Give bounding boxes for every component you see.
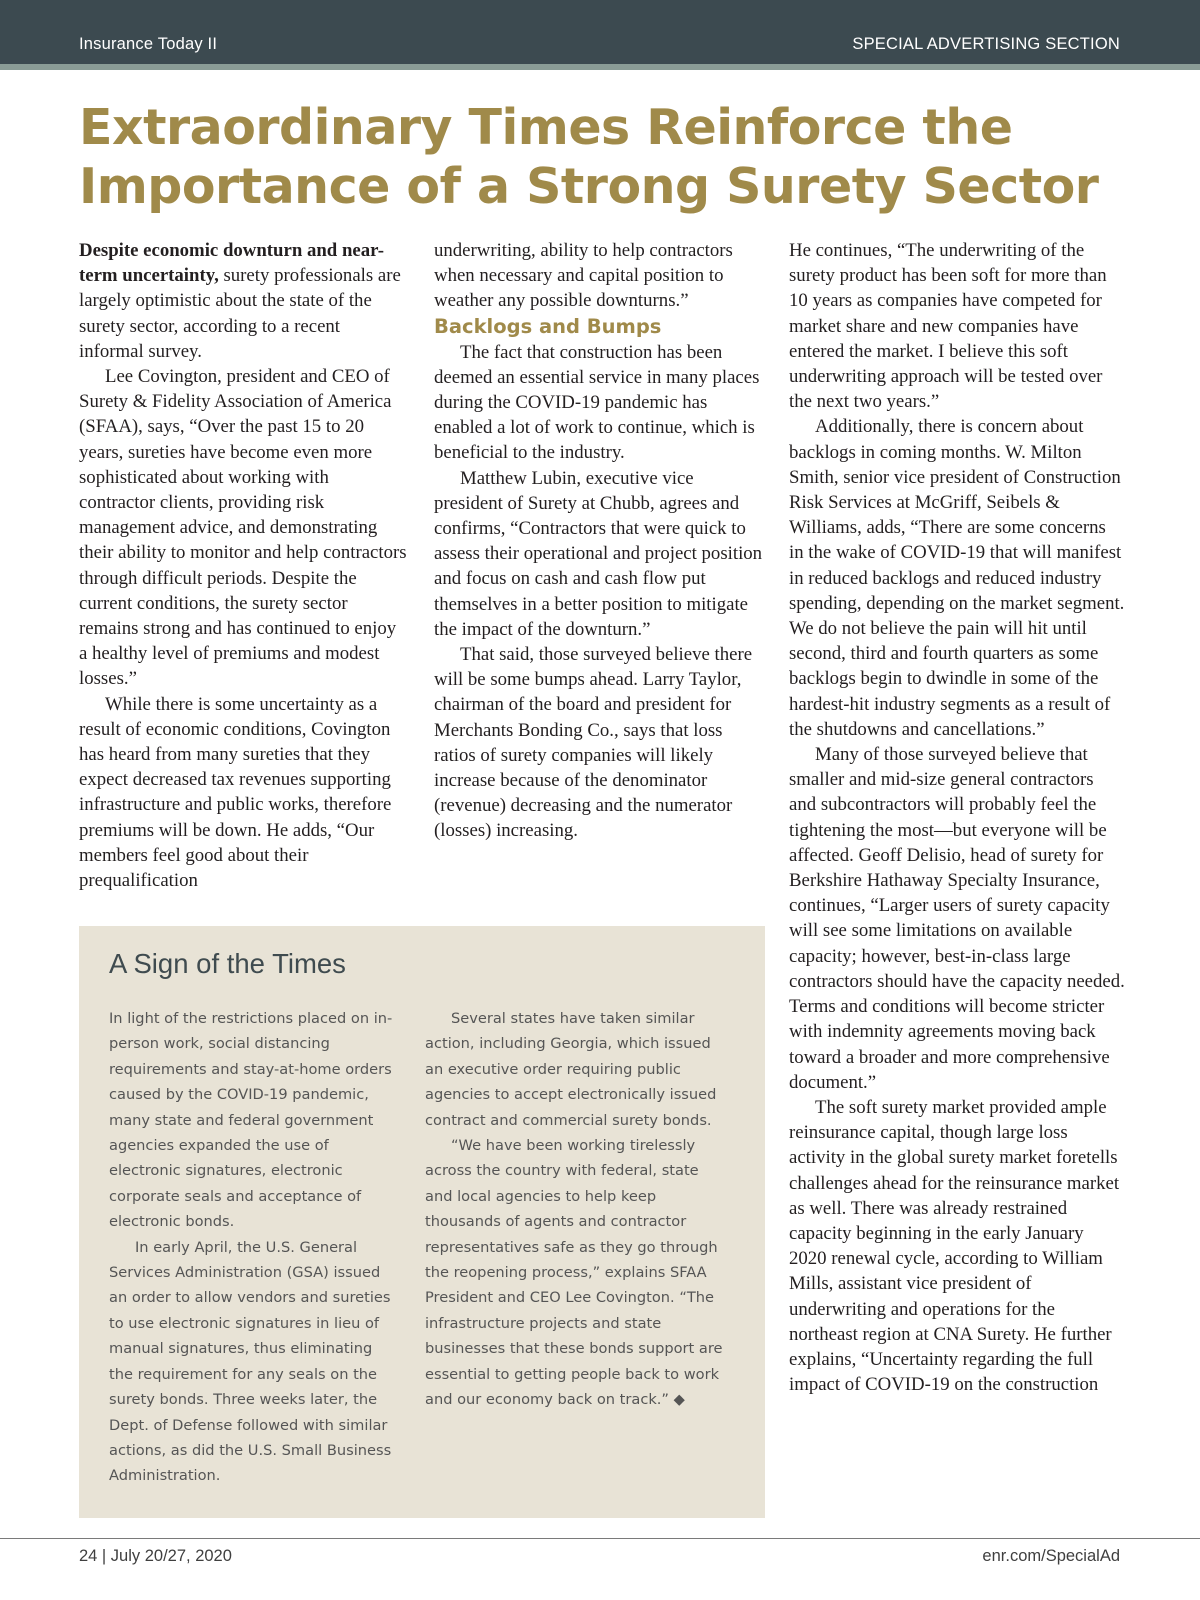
- footer-url: enr.com/SpecialAd: [982, 1547, 1120, 1565]
- paragraph: He continues, “The underwriting of the surety product has been soft for more than 10 years as companies have competed for market share and new companies have entered the market. I believe this soft underwriting approach will be tested over the next two years.”: [789, 240, 1107, 413]
- sidebar-column-2: [425, 1006, 727, 1413]
- article-column-3: [789, 238, 1125, 1397]
- paragraph: underwriting, ability to help contractors when necessary and capital position to weather any possible downturns.”: [434, 240, 733, 312]
- sidebar-column-1: [109, 1006, 399, 1489]
- page-number-date: 24 | July 20/27, 2020: [79, 1547, 232, 1565]
- sidebar-paragraph: In light of the restrictions placed on in-person work, social distancing requirements and stay-at-home orders caused by the COVID-19 pandemic, many state and federal government agencies expanded the use of electronic signatures, electronic corporate seals and acceptance of electronic bonds.: [109, 1010, 393, 1231]
- paragraph: Additionally, there is concern about backlogs in coming months. W. Milton Smith, senior vice president of Construction Risk Services at McGriff, Seibels & Williams, adds, “There are some concerns in the wake of COVID-19 that will manifest in reduced backlogs and reduced industry spending, depending on the market segment. We do not believe the pain will hit until second, third and fourth quarters as some backlogs begin to dwindle in some of the hardest-hit industry segments as a result of the shutdowns and cancellations.”: [789, 416, 1125, 740]
- article-column-2: [434, 238, 766, 844]
- paragraph: The soft surety market provided ample reinsurance capital, though large loss activity in the global surety market foretells challenges ahead for the reinsurance market as well. There was already restrained capacity beginning in the early January 2020 renewal cycle, according to William Mills, assistant vice president of underwriting and operations for the northeast region at CNA Surety. He further explains, “Uncertainty regarding the full impact of COVID-19 on the construction: [789, 1096, 1120, 1396]
- sidebar-paragraph: “We have been working tirelessly across the country with federal, state and local agencies to help keep thousands of agents and contractor representatives safe as they go through the reopening process,” explains SFAA President and CEO Lee Covington. “The infrastructure projects and state businesses that these bonds support are essential to getting people back to work and our economy back on track.” ◆: [425, 1137, 723, 1409]
- header-bar: [0, 0, 1200, 64]
- sidebar-title: A Sign of the Times: [109, 948, 346, 979]
- paragraph: While there is some uncertainty as a result of economic conditions, Covington has heard from many sureties that they expect decreased tax revenues supporting infrastructure and public works, therefore premiums will be down. He adds, “Our members feel good about their prequalification: [79, 693, 392, 892]
- footer-rule: [0, 1538, 1200, 1539]
- header-rule: [0, 64, 1200, 70]
- paragraph: Matthew Lubin, executive vice president of Surety at Chubb, agrees and confirms, “Contractors that were quick to assess their operational and project position and focus on cash and cash flow put themselves in a better position to mitigate the impact of the downturn.”: [434, 467, 763, 640]
- section-label: SPECIAL ADVERTISING SECTION: [852, 35, 1120, 53]
- section-subhead: Backlogs and Bumps: [434, 314, 662, 338]
- lead-text: surety professionals are largely optimistic about the state of the surety sector, according to a recent informal survey.: [79, 265, 401, 362]
- lead-paragraph: [79, 238, 409, 364]
- paragraph: The fact that construction has been deemed an essential service in many places during the COVID-19 pandemic has enabled a lot of work to continue, which is beneficial to the industry.: [434, 341, 760, 464]
- publication-name: Insurance Today II: [79, 35, 218, 53]
- article-title: Extraordinary Times Reinforce the Importance of a Strong Surety Sector: [79, 99, 1099, 215]
- sidebar-box: [79, 926, 765, 1518]
- lead-bold-text: Despite economic downturn and near-term uncertainty,: [79, 240, 385, 287]
- sidebar-paragraph: In early April, the U.S. General Services Administration (GSA) issued an order to allow vendors and sureties to use electronic signatures in lieu of manual signatures, thus eliminating the requirement for any seals on the surety bonds. Three weeks later, the Dept. of Defense followed with similar actions, as did the U.S. Small Business Administration.: [109, 1238, 392, 1485]
- paragraph: Lee Covington, president and CEO of Surety & Fidelity Association of America (SFAA), says, “Over the past 15 to 20 years, sureties have become even more sophisticated about working with contractor clients, providing risk management advice, and demonstrating their ability to monitor and help contractors through difficult periods. Despite the current conditions, the surety sector remains strong and has continued to enjoy a healthy level of premiums and modest losses.”: [79, 366, 407, 690]
- article-column-1: [79, 238, 409, 893]
- sidebar-paragraph: Several states have taken similar action, including Georgia, which issued an executive order requiring public agencies to accept electronically issued contract and commercial surety bonds.: [425, 1010, 717, 1129]
- paragraph: That said, those surveyed believe there will be some bumps ahead. Larry Taylor, chairman of the board and president for Merchants Bonding Co., says that loss ratios of surety companies will likely increase because of the denominator (revenue) decreasing and the numerator (losses) increasing.: [434, 644, 753, 842]
- paragraph: Many of those surveyed believe that smaller and mid-size general contractors and subcontractors will probably feel the tightening the most—but everyone will be affected. Geoff Delisio, head of surety for Berkshire Hathaway Specialty Insurance, continues, “Larger users of surety capacity will see some limitations on available capacity; however, best-in-class large contractors should have the capacity needed. Terms and conditions will become stricter with indemnity agreements moving back toward a broader and more comprehensive document.”: [789, 744, 1125, 1093]
